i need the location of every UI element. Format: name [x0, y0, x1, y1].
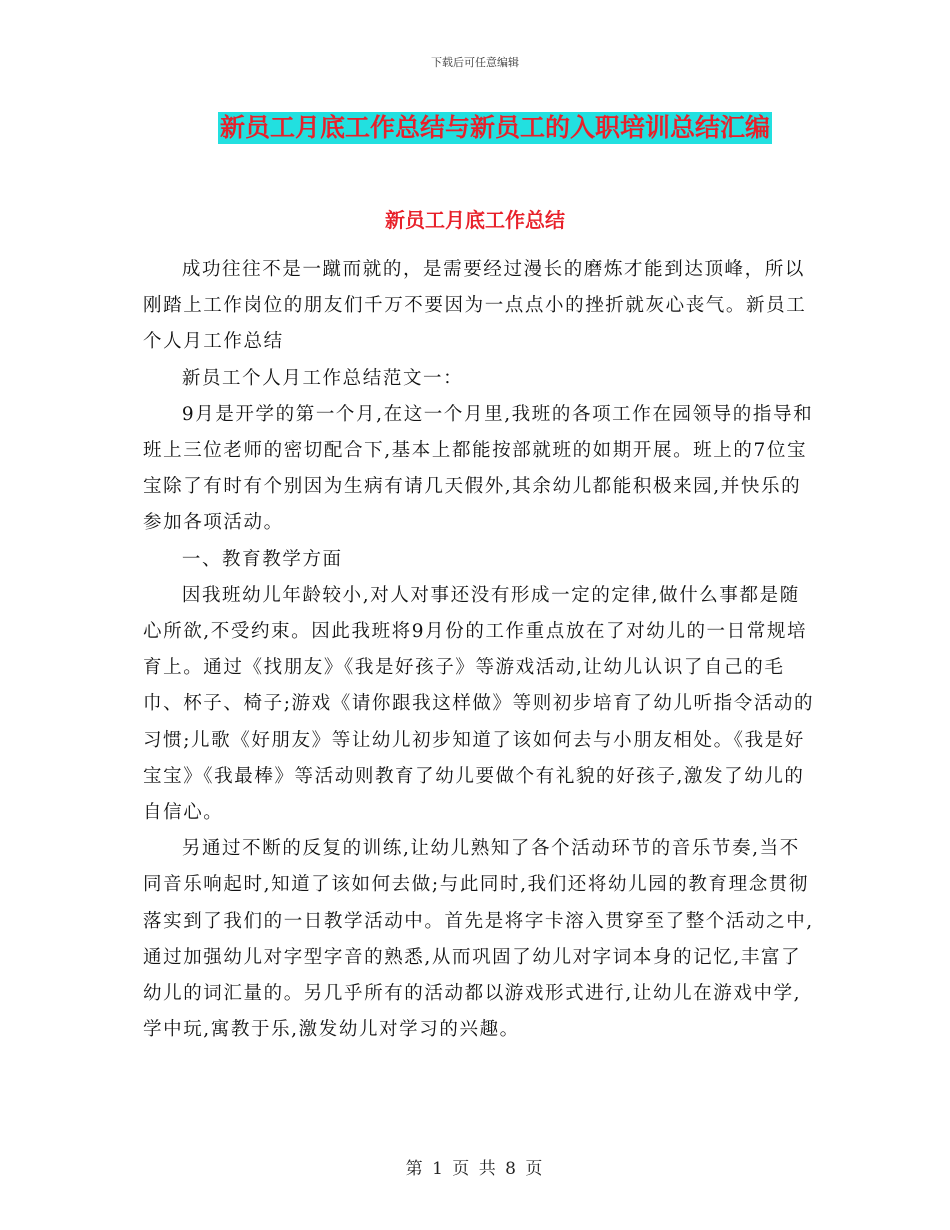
section-title: 新员工月底工作总结: [385, 208, 565, 232]
paragraph: 9月是开学的第一个月,在这一个月里,我班的各项工作在园领导的指导和班上三位老师的密切配合下,基本上都能按部就班的如期开展。班上的7位宝宝除了有时有个别因为生病有请几天假外,其余幼儿都能积极来园,并快乐的参加各项活动。: [143, 403, 814, 534]
paragraph: 一、教育教学方面: [181, 548, 343, 570]
document-body: [143, 252, 815, 1048]
paragraph: 新员工个人月工作总结范文一：: [181, 367, 464, 389]
page-number-footer: 第 1 页 共 8 页: [405, 1159, 545, 1179]
paragraph: 另通过不断的反复的训练,让幼儿熟知了各个活动环节的音乐节奏,当不同音乐响起时,知道了该如何去做;与此同时,我们还将幼儿园的教育理念贯彻落实到了我们的一日教学活动中。首先是将字卡溶入贯穿至了整个活动之中,通过加强幼儿对字型字音的熟悉,从而巩固了幼儿对字词本身的记忆,丰富了幼儿的词汇量的。另几乎所有的活动都以游戏形式进行,让幼儿在游戏中学,学中玩,寓教于乐,激发幼儿对学习的兴趣。: [143, 838, 814, 1041]
document-title-container: [0, 112, 950, 144]
document-title: 新员工月底工作总结与新员工的入职培训总结汇编: [219, 113, 770, 142]
header-note: 下载后可任意编辑: [431, 56, 519, 69]
paragraph: 因我班幼儿年龄较小,对人对事还没有形成一定的定律,做什么事都是随心所欲,不受约束。因此我班将9月份的工作重点放在了对幼儿的一日常规培育上。通过《找朋友》《我是好孩子》等游戏活动,让幼儿认识了自己的毛巾、杯子、椅子;游戏《请你跟我这样做》等则初步培育了幼儿听指令活动的习惯;儿歌《好朋友》等让幼儿初步知道了该如何去与小朋友相处。《我是好宝宝》《我最棒》等活动则教育了幼儿要做个有礼貌的好孩子,激发了幼儿的自信心。: [143, 584, 815, 824]
paragraph: 成功往往不是一蹴而就的，是需要经过漫长的磨炼才能到达顶峰，所以刚踏上工作岗位的朋友们千万不要因为一点点小的挫折就灰心丧气。新员工个人月工作总结: [143, 259, 807, 353]
